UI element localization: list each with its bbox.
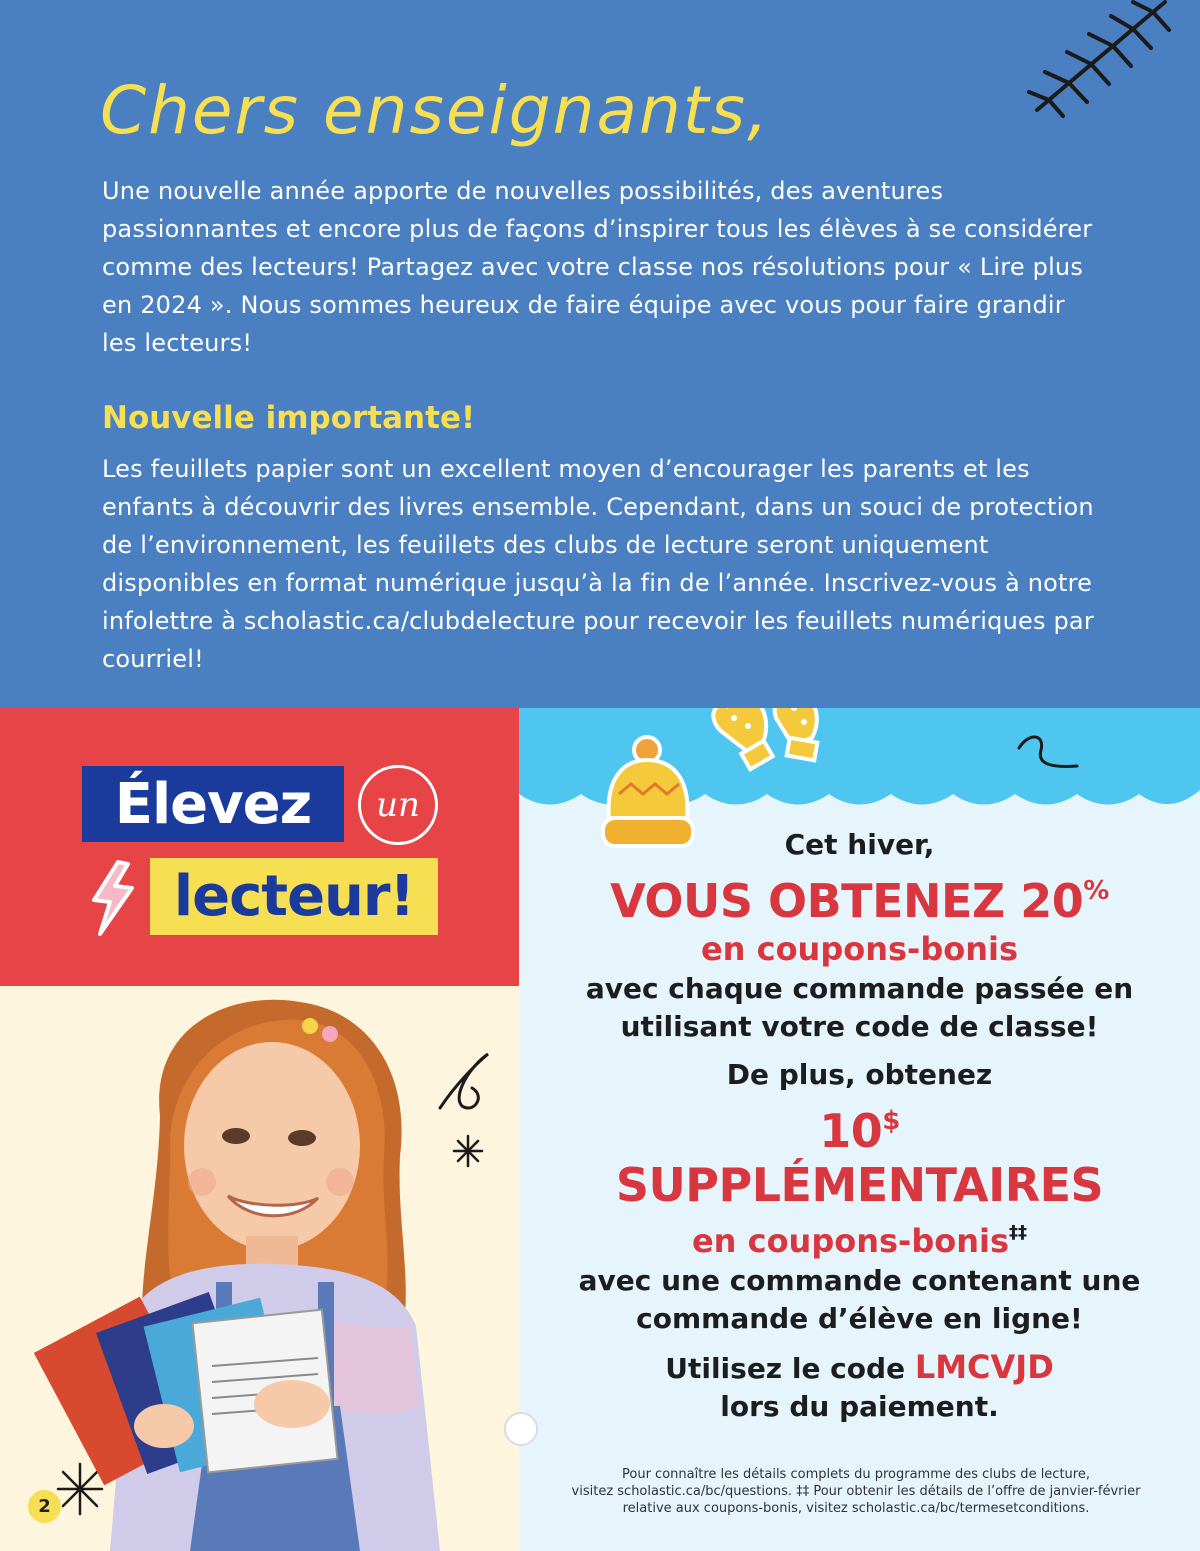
girl-with-books-photo xyxy=(0,986,519,1551)
offer-extra: SUPPLÉMENTAIRES xyxy=(615,1158,1104,1212)
mittens-icon xyxy=(704,708,829,788)
lightning-bolt-icon xyxy=(82,858,142,938)
photo-panel xyxy=(0,986,519,1551)
pine-branch-icon xyxy=(1025,0,1175,120)
offer-plus: De plus, obtenez xyxy=(726,1058,993,1091)
offer-desc-2: utilisant votre code de classe! xyxy=(620,1010,1099,1043)
footnote-line-2: visitez scholastic.ca/bc/questions. ‡‡ Pour obtenir les détails de l’offre de janvier-février xyxy=(571,1484,1141,1499)
bubble-decoration xyxy=(504,1412,538,1446)
lecteur-label-box xyxy=(150,858,438,935)
page-number-badge: 2 xyxy=(28,1490,61,1523)
footnote-line-3: relative aux coupons-bonis, visitez scholastic.ca/bc/termesetconditions. xyxy=(622,1501,1090,1516)
banner-word-un: un xyxy=(376,785,420,825)
footnote-line-1: Pour connaître les détails complets du programme des clubs de lecture, xyxy=(622,1467,1090,1482)
curl-doodle-icon xyxy=(440,1054,488,1108)
raise-a-reader-banner xyxy=(0,708,519,986)
offer-coupon-bonus-2: en coupons-bonis‡‡ xyxy=(691,1222,1028,1260)
offer-desc-4: commande d’élève en ligne! xyxy=(636,1302,1083,1335)
news-heading: Nouvelle importante! xyxy=(102,400,476,436)
offer-text-block xyxy=(519,826,1200,1426)
teacher-letter-section xyxy=(0,0,1200,708)
offer-coupon-bonus-1: en coupons-bonis xyxy=(700,930,1019,968)
banner-word-elevez: Élevez xyxy=(114,771,312,837)
greeting-heading: Chers enseignants, xyxy=(100,72,771,149)
offer-headline-20: VOUS OBTENEZ 20% xyxy=(610,874,1109,928)
swirl-doodle-icon xyxy=(1015,728,1085,778)
offer-code-line: Utilisez le code LMCVJD xyxy=(665,1348,1054,1386)
asterisk-doodle-icon xyxy=(58,1464,102,1514)
banner-word-lecteur: lecteur! xyxy=(173,864,415,929)
news-paragraph: Les feuillets papier sont un excellent moyen d’encourager les parents et les enfants à découvrir des livres ensemble. Cependant, dans un souci de protection de l’environnement, les feuillets des clubs de lecture seront uniquement disponibles en format numérique jusqu’à la fin de l’année. Inscrivez-vous à notre infolettre à scholastic.ca/clubdelecture pour recevoir les feuillets numériques par courriel! xyxy=(102,455,1094,673)
asterisk-doodle-icon xyxy=(454,1136,482,1166)
class-code: LMCVJD xyxy=(914,1348,1054,1386)
winter-offer-panel xyxy=(519,708,1200,1551)
offer-desc-3: avec une commande contenant une xyxy=(578,1264,1141,1297)
elevez-label-box xyxy=(82,766,344,842)
un-circle-badge xyxy=(358,765,438,845)
offer-checkout: lors du paiement. xyxy=(720,1390,999,1423)
intro-paragraph: Une nouvelle année apporte de nouvelles possibilités, des aventures passionnantes et encore plus de façons d’inspirer tous les élèves à se considérer comme des lecteurs! Partagez avec votre classe nos résolutions pour « Lire plus en 2024 ». Nous sommes heureux de faire équipe avec vous pour faire grandir les lecteurs! xyxy=(102,177,1093,357)
offer-amount-10: 10$ xyxy=(819,1104,900,1158)
footnote xyxy=(551,1466,1161,1517)
offer-desc-1: avec chaque commande passée en xyxy=(585,972,1134,1005)
offer-intro: Cet hiver, xyxy=(784,828,935,861)
